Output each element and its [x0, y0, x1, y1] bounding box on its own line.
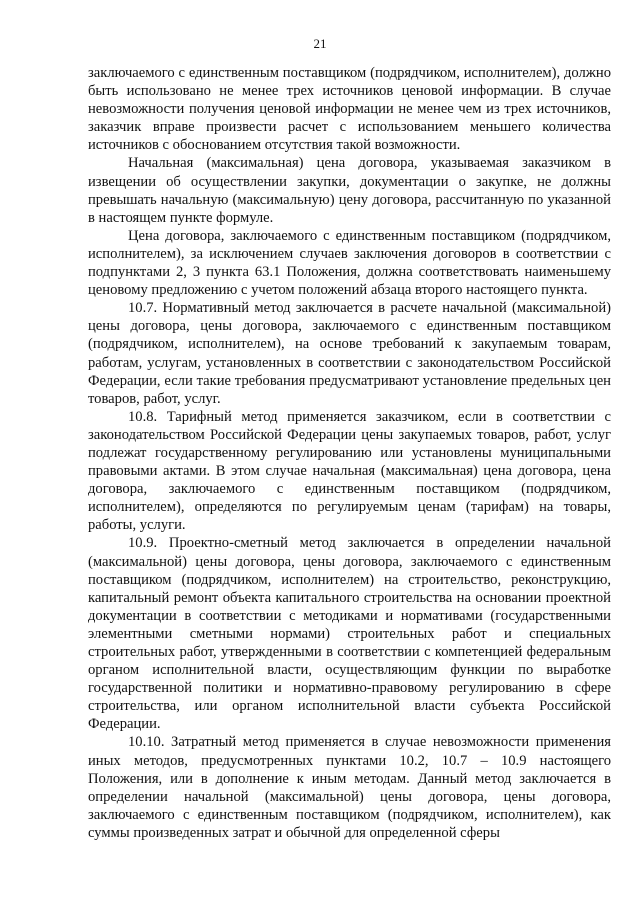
paragraph-10-7-normative-method: 10.7. Нормативный метод заключается в расчете начальной (максимальной) цены договора, цены договора, заключаемого с единственным поставщиком (подрядчиком, исполнителем), на основе требований к закупаемым товарам, работам, услугам, установленных в соответствии с законодательством Российской Федерации, если такие требования предусматривают установление предельных цен товаров, работ, услуг.: [88, 300, 611, 407]
paragraph-10-9-design-estimate-method: 10.9. Проектно-сметный метод заключается в определении начальной (максимальной) цены договора, цены договора, заключаемого с единственным поставщиком (подрядчиком, исполнителем) на строительство, реконструкцию, капитальный ремонт объекта капитального строительства на основании проектной документации в соответствии с методиками и нормативами (государственными элементными сметными нормами) строительных работ и специальных строительных работ, утвержденными в соответствии с компетенцией федеральным органом исполнительной власти, осуществляющим функции по выработке государственной политики и нормативно-правовому регулированию в сфере строительства, или органом исполнительной власти субъекта Российской Федерации.: [88, 535, 611, 733]
paragraph-continuation: заключаемого с единственным поставщиком (подрядчиком, исполнителем), должно быть использовано не менее трех источников ценовой информации. В случае невозможности получения ценовой информации не менее чем из трех источников, заказчик вправе произвести расчет с использованием меньшего количества источников с обоснованием отсутствия такой возможности.: [88, 65, 611, 154]
paragraph-initial-price-limit: Начальная (максимальная) цена договора, указываемая заказчиком в извещении об осуществлении закупки, документации о закупке, не должны превышать начальную (максимальную) цену договора, рассчитанную по указанной в настоящем пункте формуле.: [88, 155, 611, 226]
paragraph-10-8-tariff-method: 10.8. Тарифный метод применяется заказчиком, если в соответствии с законодательством Российской Федерации цены закупаемых товаров, работ, услуг подлежат государственному регулированию или установлены муниципальными правовыми актами. В этом случае начальная (максимальная) цена договора, цена договора, заключаемого с единственным поставщиком (подрядчиком, исполнителем), определяются по регулируемым ценам (тарифам) на товары, работы, услуги.: [88, 408, 611, 534]
paragraph-single-supplier-price: Цена договора, заключаемого с единственным поставщиком (подрядчиком, исполнителем), за исключением случаев заключения договоров в соответствии с подпунктами 2, 3 пункта 63.1 Положения, должна соответствовать наименьшему ценовому предложению с учетом положений абзаца второго настоящего пункта.: [88, 227, 611, 299]
page-number: 21: [313, 36, 327, 51]
document-body: [88, 64, 611, 842]
paragraph-10-10-cost-method: 10.10. Затратный метод применяется в случае невозможности применения иных методов, предусмотренных пунктами 10.2, 10.7 – 10.9 настоящего Положения, или в дополнение к иным методам. Данный метод заключается в определении начальной (максимальной) цены договора, цены договора, заключаемого с единственным поставщиком (подрядчиком, исполнителем), как суммы произведенных затрат и обычной для определенной сферы: [88, 734, 611, 841]
